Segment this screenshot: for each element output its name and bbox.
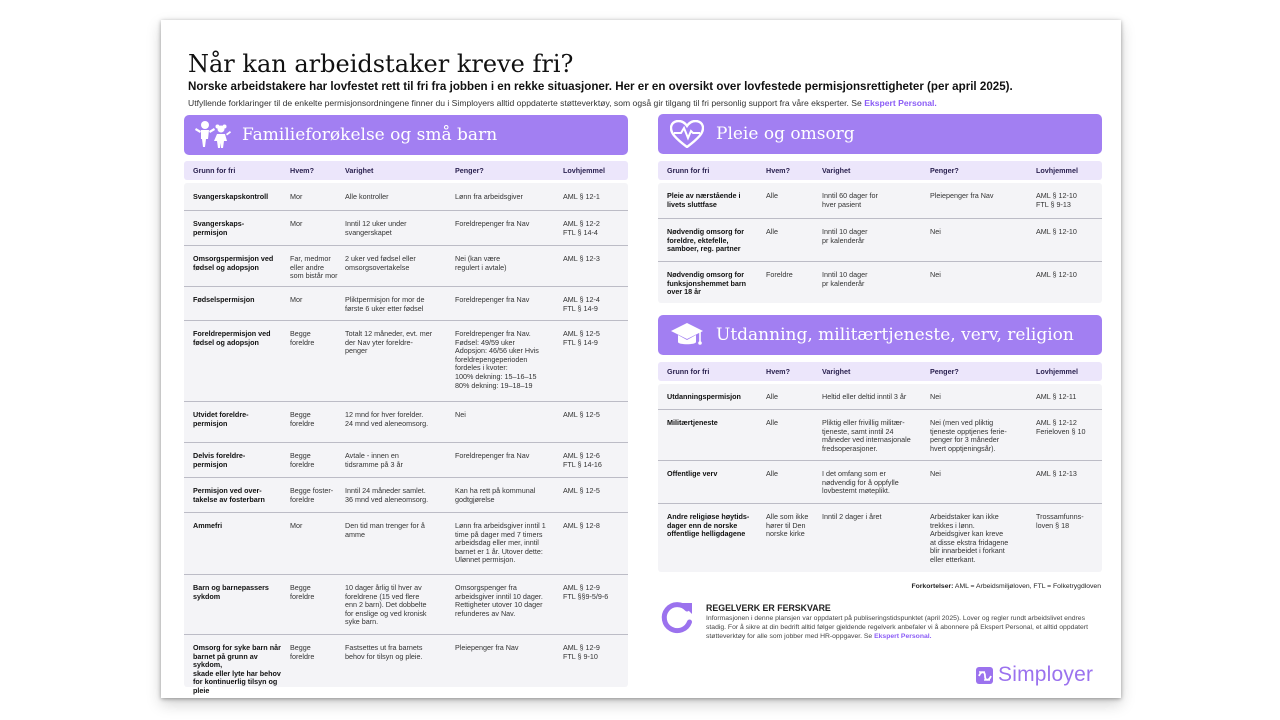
column-header: Lovhjemmel (563, 166, 605, 175)
law-cell: AML § 12-10 FTL § 9-13 (1036, 191, 1077, 209)
reason-cell: Offentlige verv (667, 469, 718, 478)
reason-cell: Svangerskaps- permisjon (193, 219, 245, 237)
pay-cell: Foreldrepenger fra Nav. Fødsel: 49/59 uker Adopsjon: 46/56 uker Hvis foreldrepengeperioden fordeles i kvoter: 100% dekning: 15–16–15 80% dekning: 19–18–19 (455, 329, 539, 390)
who-cell: Alle som ikke hører til Den norske kirke (766, 512, 809, 539)
table-row (184, 184, 628, 211)
duration-cell: Pliktig eller frivillig militær- tjeneste, samt inntil 24 måneder ved internasjonale fredsoperasjoner. (822, 418, 911, 453)
section-education-table-header (658, 362, 1102, 381)
duration-cell: 10 dager årlig til hver av foreldrene (15 ved flere enn 2 barn). Det dobbelte for enslige og ved kronisk syke barn. (345, 583, 427, 627)
who-cell: Begge foreldre (290, 583, 315, 601)
duration-cell: Inntil 2 dager i året (822, 512, 882, 521)
table-row (658, 384, 1102, 410)
column-header: Grunn for fri (193, 166, 236, 175)
law-cell: AML § 12-11 (1036, 392, 1077, 401)
table-row (184, 287, 628, 321)
duration-cell: Den tid man trenger for å amme (345, 521, 425, 539)
column-header: Lovhjemmel (1036, 367, 1078, 376)
pay-cell: Lønn fra arbeidsgiver inntil 1 time på dager med 7 timers arbeidsdag eller mer, inntil barnet er 1 år. Utover dette: Ulønnet permisjon. (455, 521, 546, 565)
duration-cell: Inntil 60 dager for hver pasient (822, 191, 878, 209)
reason-cell: Nødvendig omsorg for foreldre, ektefelle, samboer, reg. partner (667, 227, 745, 254)
who-cell: Begge foster- foreldre (290, 486, 334, 504)
table-row (658, 262, 1102, 301)
duration-cell: Alle kontroller (345, 192, 389, 201)
duration-cell: 2 uker ved fødsel eller omsorgsovertakelse (345, 254, 416, 272)
table-row (658, 504, 1102, 572)
law-cell: AML § 12-3 (563, 254, 600, 263)
column-header: Penger? (930, 166, 959, 175)
pay-cell: Nei (930, 469, 941, 478)
page-note-text: Utfyllende forklaringer til de enkelte permisjonsordningene finner du i Simployers alltid oppdaterte støtteverktøy, som også gir tilgang til fri personlig support fra våre eksperter. Se (188, 98, 862, 108)
section-care-header (658, 114, 1102, 154)
who-cell: Alle (766, 227, 778, 236)
section-family-header (184, 115, 628, 155)
column-header: Lovhjemmel (1036, 166, 1078, 175)
law-cell: AML § 12-10 (1036, 227, 1077, 236)
who-cell: Begge foreldre (290, 451, 315, 469)
fresh-rules-box (659, 600, 1107, 640)
who-cell: Mor (290, 192, 303, 201)
who-cell: Begge foreldre (290, 329, 315, 347)
duration-cell: Avtale - innen en tidsramme på 3 år (345, 451, 403, 469)
section-family-table-header (184, 161, 628, 180)
who-cell: Far, medmor eller andre som bistår mor (290, 254, 338, 281)
reason-cell: Foreldrepermisjon ved fødsel og adopsjon (193, 329, 271, 347)
heart-pulse-icon (658, 120, 716, 148)
duration-cell: Inntil 12 uker under svangerskapet (345, 219, 407, 237)
leave-rights-poster (161, 20, 1121, 698)
column-header: Penger? (930, 367, 959, 376)
table-row (184, 443, 628, 478)
fresh-rules-text (706, 615, 1102, 641)
law-cell: AML § 12-9 FTL §§9-5/9-6 (563, 583, 609, 601)
page-subtitle: Norske arbeidstakere har lovfestet rett til fri fra jobben i en rekke situasjoner. Her er en oversikt over lovfestede permisjonsrettigheter (per april 2025). (188, 80, 1013, 93)
duration-cell: Heltid eller deltid inntil 3 år (822, 392, 907, 401)
table-row (658, 410, 1102, 461)
column-header: Penger? (455, 166, 484, 175)
pay-cell: Pleiepenger fra Nav (930, 191, 994, 200)
column-header: Varighet (822, 367, 851, 376)
reason-cell: Permisjon ved over- takelse av fosterbarn (193, 486, 265, 504)
duration-cell: 12 mnd for hver forelder. 24 mnd ved aleneomsorg. (345, 410, 429, 428)
law-cell: AML § 12-8 (563, 521, 600, 530)
who-cell: Alle (766, 469, 778, 478)
table-row (184, 321, 628, 402)
duration-cell: I det omfang som er nødvendig for å oppfylle lovbestemt møteplikt. (822, 469, 899, 496)
reason-cell: Pleie av nærstående i livets sluttfase (667, 191, 741, 209)
reason-cell: Ammefri (193, 521, 223, 530)
section-education-table (658, 384, 1102, 572)
pay-cell: Nei (men ved pliktig tjeneste opptjenes ferie- penger for 3 måneder hvert opptjeningsår). (930, 418, 1007, 453)
pay-cell: Lønn fra arbeidsgiver (455, 192, 523, 201)
pay-cell: Nei (930, 270, 941, 279)
reason-cell: Delvis foreldre- permisjon (193, 451, 246, 469)
section-education-title: Utdanning, militærtjeneste, verv, religion (716, 325, 1074, 345)
column-header: Grunn for fri (667, 166, 710, 175)
simployer-logo-text: Simployer (998, 663, 1094, 686)
law-cell: AML § 12-10 (1036, 270, 1077, 279)
who-cell: Begge foreldre (290, 410, 315, 428)
simployer-logo (976, 663, 1093, 687)
who-cell: Begge foreldre (290, 643, 315, 661)
reason-cell: Utdanningspermisjon (667, 392, 741, 401)
column-header: Hvem? (766, 367, 790, 376)
pay-cell: Omsorgspenger fra arbeidsgiver inntil 10 dager. Rettigheter utover 10 dager refunderes av Nav. (455, 583, 543, 618)
duration-cell: Inntil 10 dager pr kalenderår (822, 270, 868, 288)
law-cell: AML § 12-5 (563, 410, 600, 419)
ekspert-personal-footer-link[interactable]: Ekspert Personal. (874, 632, 932, 640)
fresh-rules-heading: REGELVERK ER FERSKVARE (706, 603, 831, 613)
duration-cell: Totalt 12 måneder, evt. mer der Nav yter foreldre- penger (345, 329, 433, 356)
law-cell: Trossamfunns- loven § 18 (1036, 512, 1084, 530)
table-row (184, 402, 628, 443)
page-header (188, 50, 1108, 108)
table-row (658, 461, 1102, 504)
who-cell: Mor (290, 295, 303, 304)
table-row (184, 246, 628, 287)
column-header: Varighet (822, 166, 851, 175)
duration-cell: Inntil 10 dager pr kalenderår (822, 227, 868, 245)
law-cell: AML § 12-4 FTL § 14-9 (563, 295, 600, 313)
who-cell: Foreldre (766, 270, 793, 279)
who-cell: Alle (766, 191, 778, 200)
column-header: Varighet (345, 166, 374, 175)
reason-cell: Svangerskapskontroll (193, 192, 269, 201)
pay-cell: Foreldrepenger fra Nav (455, 451, 530, 460)
abbreviations-label: Forkortelser: (911, 583, 954, 590)
pay-cell: Arbeidstaker kan ikke trekkes i lønn. Arbeidsgiver kan kreve at disse ekstra fridagene blir innarbeidet i forkant eller etterkant. (930, 512, 1009, 564)
ekspert-personal-link[interactable]: Ekspert Personal. (864, 98, 937, 108)
section-education-header (658, 315, 1102, 355)
who-cell: Alle (766, 392, 778, 401)
law-cell: AML § 12-9 FTL § 9-10 (563, 643, 600, 661)
law-cell: AML § 12-2 FTL § 14-4 (563, 219, 600, 237)
pay-cell: Kan ha rett på kommunal godtgjørelse (455, 486, 536, 504)
refresh-icon (659, 600, 695, 641)
section-care-table-header (658, 161, 1102, 180)
table-row (658, 183, 1102, 219)
section-family-table (184, 183, 628, 695)
pay-cell: Foreldrepenger fra Nav (455, 295, 530, 304)
table-row (184, 513, 628, 575)
fresh-rules-body: Informasjonen i denne plansjen var oppdatert på publiseringstidspunktet (april 2025). Lover og regler rundt arbeidslivet endres stadig. For å sikre at din bedrift alltid følger gjeldende regelverk anbefaler vi å abonnere på Ekspert Personal, et alltid oppdatert støtteverktøy for alle som jobber med HR-oppgaver. Se (706, 615, 1088, 640)
who-cell: Mor (290, 521, 303, 530)
who-cell: Alle (766, 418, 778, 427)
abbreviations-text: AML = Arbeidsmiljøloven, FTL = Folketrygdloven (954, 583, 1101, 590)
page-title: Når kan arbeidstaker kreve fri? (188, 50, 574, 78)
law-cell: AML § 12-5 FTL § 14-9 (563, 329, 600, 347)
reason-cell: Andre religiøse høytids- dager enn de norske offentlige helligdagene (667, 512, 750, 539)
pay-cell: Nei (930, 392, 941, 401)
duration-cell: Inntil 24 måneder samlet. 36 mnd ved aleneomsorg. (345, 486, 429, 504)
pay-cell: Nei (930, 227, 941, 236)
law-cell: AML § 12-1 (563, 192, 600, 201)
duration-cell: Pliktpermisjon for mor de første 6 uker etter fødsel (345, 295, 425, 313)
reason-cell: Fødselspermisjon (193, 295, 255, 304)
reason-cell: Utvidet foreldre- permisjon (193, 410, 249, 428)
abbreviations (911, 583, 1101, 590)
pay-cell: Foreldrepenger fra Nav (455, 219, 530, 228)
pay-cell: Nei (455, 410, 466, 419)
section-family-title: Familieforøkelse og små barn (242, 125, 498, 145)
column-header: Hvem? (766, 166, 790, 175)
reason-cell: Militærtjeneste (667, 418, 718, 427)
law-cell: AML § 12-13 (1036, 469, 1077, 478)
pay-cell: Pleiepenger fra Nav (455, 643, 519, 652)
duration-cell: Fastsettes ut fra barnets behov for tilsyn og pleie. (345, 643, 423, 661)
section-care-table (658, 183, 1102, 303)
page-note (188, 98, 1108, 108)
table-row (658, 219, 1102, 262)
who-cell: Mor (290, 219, 303, 228)
reason-cell: Omsorg for syke barn når barnet på grunn av sykdom, skade eller lyte har behov for kontinuerlig tilsyn og pleie (193, 643, 281, 695)
law-cell: AML § 12-12 Ferieloven § 10 (1036, 418, 1086, 436)
reason-cell: Nødvendig omsorg for funksjonshemmet barn over 18 år (667, 270, 747, 297)
pay-cell: Nei (kan være regulert i avtale) (455, 254, 507, 272)
table-row (184, 575, 628, 635)
law-cell: AML § 12-5 (563, 486, 600, 495)
law-cell: AML § 12-6 FTL § 14-16 (563, 451, 602, 469)
section-care-title: Pleie og omsorg (716, 124, 855, 144)
simployer-logo-icon (976, 667, 993, 684)
column-header: Hvem? (290, 166, 314, 175)
column-header: Grunn for fri (667, 367, 710, 376)
table-row (184, 635, 628, 698)
table-row (184, 211, 628, 246)
reason-cell: Omsorgspermisjon ved fødsel og adopsjon (193, 254, 274, 272)
graduation-cap-icon (658, 321, 716, 349)
reason-cell: Barn og barnepassers sykdom (193, 583, 269, 601)
table-row (184, 478, 628, 513)
family-icon (184, 120, 242, 150)
